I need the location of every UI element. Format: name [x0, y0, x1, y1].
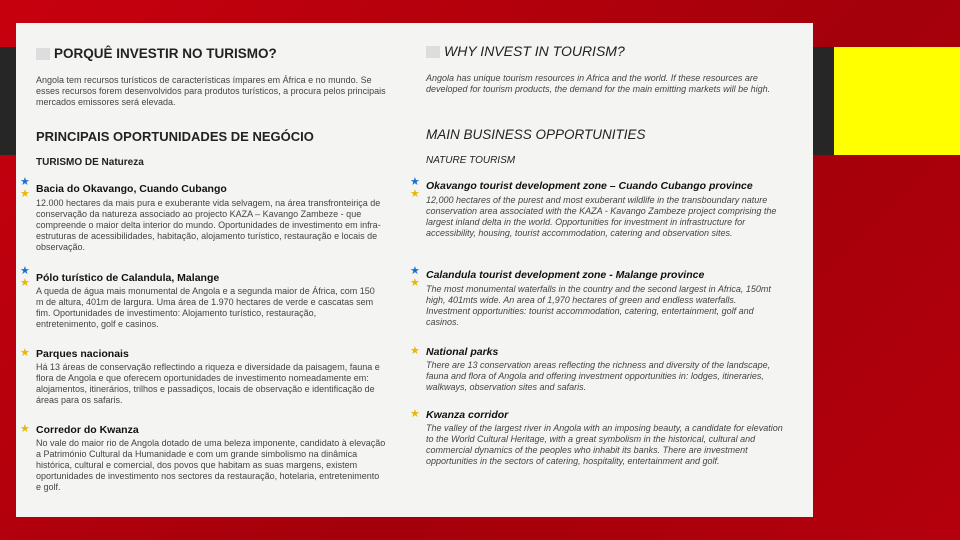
blue-star-icon: ★ — [20, 265, 30, 277]
en-item-title-kwanza: Kwanza corridor — [426, 409, 509, 421]
title-marker — [36, 48, 50, 60]
pt-item-title-kwanza: Corredor do Kwanza — [36, 424, 139, 436]
en-item-text-calandula: The most monumental waterfalls in the country and the second largest in Africa, 150mt high, 401mts wide. An area of 1,970 hectares of green and endless waterfalls. Investment opportunities: tourist accommodation, catering, entertainment, golf and casinos. — [426, 284, 771, 327]
en-category: NATURE TOURISM — [426, 155, 516, 166]
gold-star-icon: ★ — [410, 345, 420, 357]
pt-item-text-calandula: A queda de água mais monumental de Angola e a segunda maior de África, com 150 m de altura, 401m de largura. Uma área de 1.970 hectares de verde e cascatas sem fim. Oportunidades de investimento: Alojamento turístico, restauração, entretenimento, golf e casinos. — [36, 286, 375, 329]
pt-item-title-parques: Parques nacionais — [36, 348, 129, 360]
pt-opportunities-heading: PRINCIPAIS OPORTUNIDADES DE NEGÓCIO — [36, 129, 314, 144]
blue-star-icon: ★ — [410, 265, 420, 277]
pt-item-title-okavango: Bacia do Okavango, Cuando Cubango — [36, 183, 227, 195]
en-item-text-kwanza: The valley of the largest river in Angola with an imposing beauty, a candidate for elevation to the World Cultural Heritage, with a great symbolism in the historical, cultural and commercial dynamics of the peoples who inhabit its banks. There are investment opportunities in the sectors of catering, hospitality, entertainment and golf. — [426, 423, 783, 466]
gold-star-icon: ★ — [20, 347, 30, 359]
pt-title-row — [36, 45, 277, 63]
title-marker — [426, 46, 440, 58]
pt-item-text-kwanza: No vale do maior rio de Angola dotado de uma beleza imponente, candidato à elevação a Património Cultural da Humanidade e com um grande simbolismo na dinâmica histórica, cultural e comercial, dos povos que habitam as suas margens, existem oportunidades de investimento nos sectores da restauração, hotelaria, entretenimento e golf. — [36, 438, 386, 492]
en-item-title-calandula: Calandula tourist development zone - Malange province — [426, 269, 705, 281]
en-item-text-okavango: 12,000 hectares of the purest and most exuberant wildlife in the transboundary nature conservation area associated with the KAZA - Kavango Zambeze project comprising the largest inland delta in the world. Opportunities for investment in infrastructure for accessibility, housing, tourist accommodation, catering and observation sites. — [426, 195, 777, 238]
document-page — [16, 23, 813, 517]
en-opportunities-heading: MAIN BUSINESS OPPORTUNITIES — [426, 127, 646, 142]
pt-intro: Angola tem recursos turísticos de características ímpares em África e no mundo. Se esses recursos forem desenvolvidos para produtos turísticos, a procura pelos principais mercados emissores será elevada. — [36, 75, 386, 107]
gold-star-icon: ★ — [410, 277, 420, 289]
gold-star-icon: ★ — [410, 408, 420, 420]
yellow-block — [834, 47, 960, 155]
pt-title: PORQUÊ INVESTIR NO TURISMO? — [54, 46, 277, 61]
en-item-title-okavango: Okavango tourist development zone – Cuando Cubango province — [426, 180, 753, 192]
en-item-text-parks: There are 13 conservation areas reflecting the richness and diversity of the landscape, fauna and flora of Angola and offering investment opportunities in: lodges, itineraries, walkways, observation sites and safaris. — [426, 360, 771, 392]
pt-item-text-parques: Há 13 áreas de conservação reflectindo a riqueza e diversidade da paisagem, fauna e flora de Angola e que oferecem oportunidades de investimento nomeadamente em: alojamentos, itinerários, trilhos e passadiços, locais de observação e identificação de áreas para os safaris. — [36, 362, 380, 405]
en-title: WHY INVEST IN TOURISM? — [444, 43, 625, 59]
gold-star-icon: ★ — [20, 188, 30, 200]
pt-category: TURISMO DE Natureza — [36, 157, 144, 168]
en-title-row — [426, 43, 625, 61]
pt-item-text-okavango: 12.000 hectares da mais pura e exuberante vida selvagem, na área transfronteiriça de conservação da natureza associado ao projecto KAZA – Kavango Zambeze - que compreende o maior delta interior do mundo. Oportunidades de investimento em infra-estruturas de acessibilidades, habitação, alojamento turístico, restauração e locais de observação. — [36, 198, 381, 252]
gold-star-icon: ★ — [20, 277, 30, 289]
en-intro: Angola has unique tourism resources in Africa and the world. If these resources are developed for tourism products, the demand for the main emitting markets will be high. — [426, 73, 771, 94]
blue-star-icon: ★ — [410, 176, 420, 188]
gold-star-icon: ★ — [20, 423, 30, 435]
pt-item-title-calandula: Pólo turístico de Calandula, Malange — [36, 272, 220, 284]
blue-star-icon: ★ — [20, 176, 30, 188]
gold-star-icon: ★ — [410, 188, 420, 200]
en-item-title-parks: National parks — [426, 346, 499, 358]
